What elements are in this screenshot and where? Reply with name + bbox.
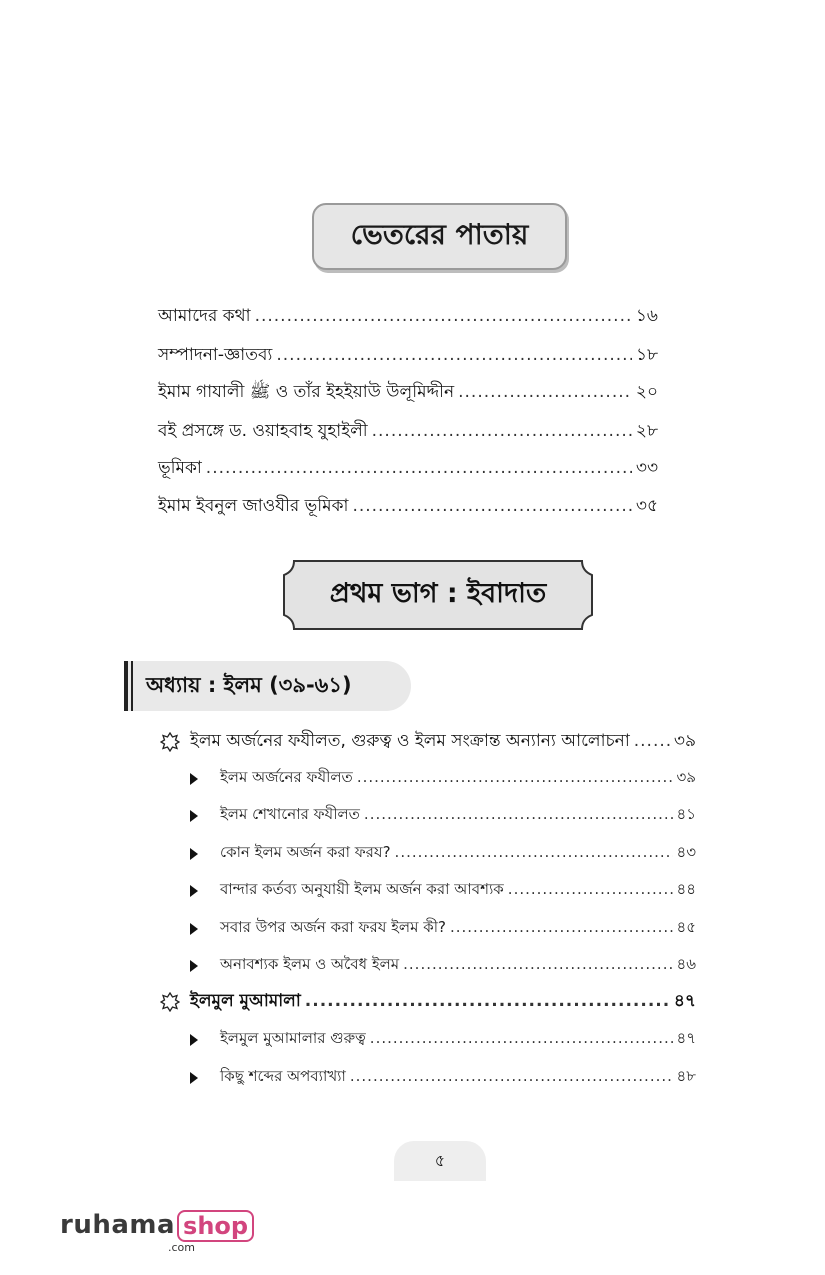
toc-entry-page: ১৬ <box>635 306 658 326</box>
subsection-entry[interactable] <box>190 766 696 791</box>
leader-dots <box>350 1067 673 1085</box>
leader-dots <box>403 955 672 973</box>
leader-dots <box>364 805 673 823</box>
subsection-entry[interactable] <box>190 803 696 828</box>
subsection-label: সবার উপর অর্জন করা ফরয ইলম কী? <box>220 918 446 936</box>
leader-dots <box>395 843 673 861</box>
subsection-entry[interactable] <box>190 1065 696 1090</box>
section-page: ৪৭ <box>673 991 696 1011</box>
leader-dots <box>352 496 631 516</box>
toc-entry[interactable] <box>158 418 658 446</box>
subsection-page: ৪৭ <box>676 1029 696 1047</box>
triangle-bullet-icon <box>190 810 198 822</box>
toc-entry-label: ইমাম ইবনুল জাওযীর ভূমিকা <box>158 496 349 516</box>
leader-dots <box>370 1029 673 1047</box>
subsection-page: ৪৫ <box>676 918 696 936</box>
section-label: ইলমুল মুআমালা <box>190 991 301 1011</box>
leader-dots <box>634 731 670 751</box>
toc-entry[interactable] <box>158 342 658 370</box>
logo-domain: .com <box>168 1241 195 1254</box>
subsection-label: ইলম শেখানোর ফযীলত <box>220 805 360 823</box>
leader-dots <box>206 458 632 478</box>
subsection-page: ৪৪ <box>676 880 696 898</box>
section-label: ইলম অর্জনের ফযীলত, গুরুত্ব ও ইলম সংক্রান্ত অন্যান্য আলোচনা <box>190 731 630 751</box>
subsection-entry[interactable] <box>190 841 696 866</box>
leader-dots <box>458 382 632 402</box>
leader-dots <box>450 918 673 936</box>
subsection-label: ইলম অর্জনের ফযীলত <box>220 768 353 786</box>
triangle-bullet-icon <box>190 848 198 860</box>
triangle-bullet-icon <box>190 1034 198 1046</box>
chapter-header <box>124 661 411 711</box>
triangle-bullet-icon <box>190 960 198 972</box>
toc-entry-label: সম্পাদনা-জ্ঞাতব্য <box>158 345 273 365</box>
subsection-label: বান্দার কর্তব্য অনুযায়ী ইলম অর্জন করা আবশ্যক <box>220 880 504 898</box>
subsection-label: কোন ইলম অর্জন করা ফরয? <box>220 843 391 861</box>
subsection-label: ইলমুল মুআমালার গুরুত্ব <box>220 1029 366 1047</box>
logo-shop: shop <box>177 1210 254 1242</box>
star-bullet-icon <box>160 992 180 1012</box>
toc-entry-label: আমাদের কথা <box>158 306 251 326</box>
subsection-page: ৪৬ <box>676 955 696 973</box>
toc-entry-page: ৩৫ <box>635 496 658 516</box>
star-bullet-icon <box>160 732 180 752</box>
subsection-page: ৪৮ <box>676 1067 696 1085</box>
leader-dots <box>305 991 670 1011</box>
subsection-entry[interactable] <box>190 916 696 941</box>
subsection-entry[interactable] <box>190 878 696 903</box>
leader-dots <box>276 345 632 365</box>
triangle-bullet-icon <box>190 885 198 897</box>
ruhamashop-logo[interactable] <box>60 1210 254 1254</box>
triangle-bullet-icon <box>190 923 198 935</box>
part-banner <box>278 557 598 633</box>
toc-entry-page: ২০ <box>635 382 658 402</box>
leader-dots <box>357 768 673 786</box>
subsection-label: অনাবশ্যক ইলম ও অবৈধ ইলম <box>220 955 400 973</box>
toc-title-box <box>312 203 567 270</box>
toc-entry[interactable] <box>158 455 658 483</box>
toc-entry-page: ৩৩ <box>635 458 658 478</box>
triangle-bullet-icon <box>190 1072 198 1084</box>
logo-brand: ruhama <box>60 1210 176 1240</box>
section-page: ৩৯ <box>673 731 696 751</box>
subsection-label: কিছু শব্দের অপব্যাখ্যা <box>220 1067 346 1085</box>
section-entry[interactable] <box>160 988 696 1016</box>
toc-entry-page: ১৮ <box>635 345 658 365</box>
toc-entry-label: ভূমিকা <box>158 458 202 478</box>
leader-dots <box>372 421 632 441</box>
toc-entry-label: বই প্রসঙ্গে ড. ওয়াহবাহ যুহাইলী <box>158 421 368 441</box>
toc-entry[interactable] <box>158 303 658 331</box>
subsection-page: ৪১ <box>676 805 696 823</box>
subsection-page: ৩৯ <box>676 768 696 786</box>
toc-entry[interactable] <box>158 379 658 407</box>
triangle-bullet-icon <box>190 773 198 785</box>
subsection-page: ৪৩ <box>676 843 696 861</box>
toc-entry[interactable] <box>158 493 658 521</box>
page-number <box>394 1141 486 1181</box>
toc-entry-page: ২৮ <box>635 421 658 441</box>
leader-dots <box>508 880 673 898</box>
chapter-title: অধ্যায় : ইলম (৩৯-৬১) <box>146 672 352 697</box>
part-title: প্রথম ভাগ : ইবাদাত <box>329 577 547 609</box>
page-number-text: ৫ <box>434 1150 446 1170</box>
section-entry[interactable] <box>160 728 696 756</box>
toc-entry-label: ইমাম গাযালী ﷺ ও তাঁর ইহইয়াউ উলূমিদ্দীন <box>158 382 455 402</box>
leader-dots <box>255 306 632 326</box>
subsection-entry[interactable] <box>190 953 696 978</box>
subsection-entry[interactable] <box>190 1027 696 1052</box>
toc-title: ভেতরের পাতায় <box>350 218 529 251</box>
